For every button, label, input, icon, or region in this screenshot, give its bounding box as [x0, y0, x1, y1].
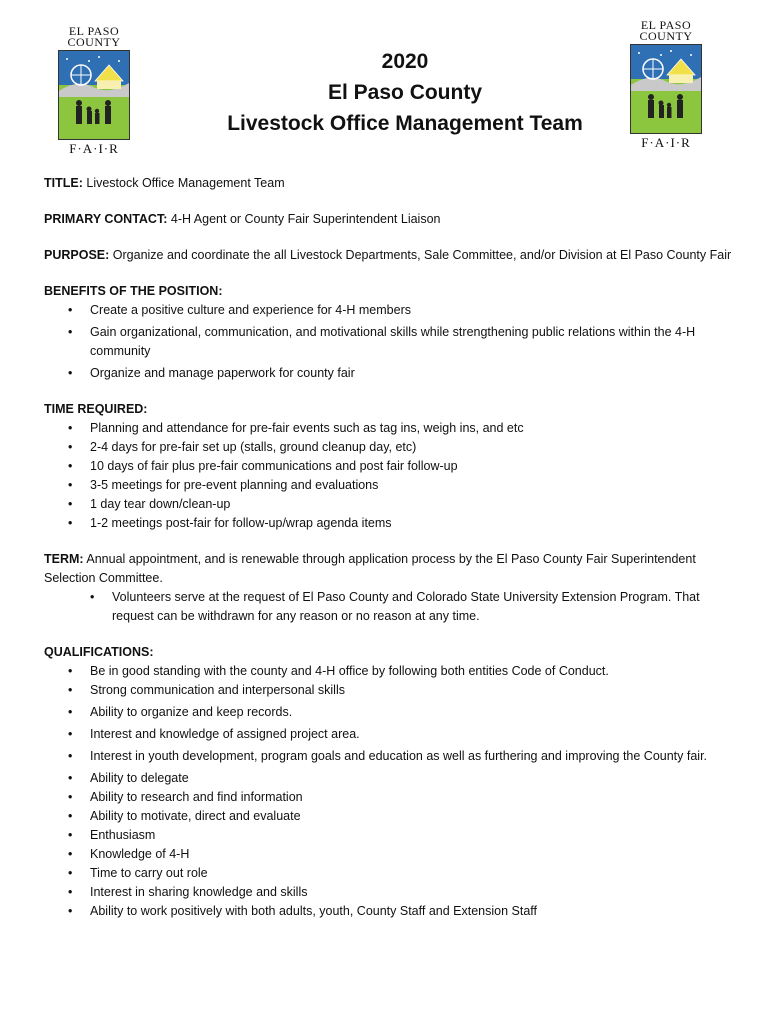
list-item: • Planning and attendance for pre-fair events such as tag ins, weigh ins, and etc — [44, 419, 734, 438]
time-required-section — [44, 400, 734, 533]
heading-team: Livestock Office Management Team — [227, 112, 583, 135]
logo-line-1: EL PASO — [640, 18, 692, 32]
logo-bottom-text: F·A·I·R — [69, 141, 119, 156]
list-item: • Create a positive culture and experience for 4-H members — [44, 301, 734, 320]
logo-line-2: COUNTY — [67, 35, 121, 49]
primary-contact-label: PRIMARY CONTACT: — [44, 212, 168, 226]
document-heading — [160, 46, 650, 139]
time-required-heading: TIME REQUIRED: — [44, 402, 148, 416]
document-body — [44, 174, 734, 938]
list-item: • 1-2 meetings post-fair for follow-up/wrap agenda items — [44, 514, 734, 533]
term-label: TERM: — [44, 552, 84, 566]
purpose-value: Organize and coordinate the all Livestock Departments, Sale Committee, and/or Division at El Paso County Fair — [112, 248, 732, 262]
list-item: • Ability to research and find information — [44, 788, 734, 807]
heading-year: 2020 — [381, 50, 429, 73]
list-item: • Time to carry out role — [44, 864, 734, 883]
list-item: • Knowledge of 4-H — [44, 845, 734, 864]
logo-line-2: COUNTY — [639, 29, 693, 43]
list-item: • Be in good standing with the county and 4-H office by following both entities Code of Conduct. — [44, 662, 734, 681]
list-item: • 1 day tear down/clean-up — [44, 495, 734, 514]
benefits-section — [44, 282, 734, 383]
title-line — [44, 174, 734, 193]
purpose-label: PURPOSE: — [44, 248, 110, 262]
list-item: • 10 days of fair plus pre-fair communications and post fair follow-up — [44, 457, 734, 476]
primary-contact-value: 4-H Agent or County Fair Superintendent Liaison — [170, 212, 441, 226]
qualifications-section — [44, 643, 734, 921]
list-item: • Strong communication and interpersonal skills — [44, 681, 734, 700]
list-item: • Organize and manage paperwork for county fair — [44, 364, 734, 383]
list-item: • 3-5 meetings for pre-event planning and evaluations — [44, 476, 734, 495]
list-item: • Ability to motivate, direct and evaluate — [44, 807, 734, 826]
list-item: • Ability to work positively with both adults, youth, County Staff and Extension Staff — [44, 902, 734, 921]
primary-contact-line — [44, 210, 734, 229]
list-item: • Gain organizational, communication, and motivational skills while strengthening public relations within the 4-H community — [44, 323, 734, 361]
heading-county: El Paso County — [327, 81, 483, 104]
logo-bottom-text: F·A·I·R — [641, 135, 691, 150]
logo-line-1: EL PASO — [68, 24, 120, 38]
term-list — [44, 588, 734, 626]
term-line — [44, 550, 734, 588]
benefits-heading: BENEFITS OF THE POSITION: — [44, 284, 223, 298]
logo-top-text — [630, 20, 702, 42]
list-item: • Enthusiasm — [44, 826, 734, 845]
list-item: • Interest and knowledge of assigned project area. — [44, 725, 734, 744]
list-item: • 2-4 days for pre-fair set up (stalls, ground cleanup day, etc) — [44, 438, 734, 457]
title-label: TITLE: — [44, 176, 83, 190]
logo-top-text — [58, 26, 130, 48]
benefits-list — [44, 301, 734, 383]
fair-logo-left — [58, 24, 130, 156]
purpose-line — [44, 246, 734, 265]
qualifications-list — [44, 662, 734, 921]
time-required-list — [44, 419, 734, 533]
fair-scene-image — [58, 50, 130, 140]
term-section — [44, 550, 734, 626]
list-item: • Interest in youth development, program goals and education as well as furthering and improving the County fair. — [44, 747, 734, 766]
qualifications-heading: QUALIFICATIONS: — [44, 645, 154, 659]
list-item: • Interest in sharing knowledge and skills — [44, 883, 734, 902]
list-item: • Ability to delegate — [44, 769, 734, 788]
title-value: Livestock Office Management Team — [86, 176, 285, 190]
list-item: • Volunteers serve at the request of El Paso County and Colorado State University Extension Program. That request can be withdrawn for any reason or no reason at any time. — [44, 588, 734, 626]
list-item: • Ability to organize and keep records. — [44, 703, 734, 722]
term-value: Annual appointment, and is renewable through application process by the El Paso County Fair Superintendent Selection Committee. — [44, 552, 696, 585]
